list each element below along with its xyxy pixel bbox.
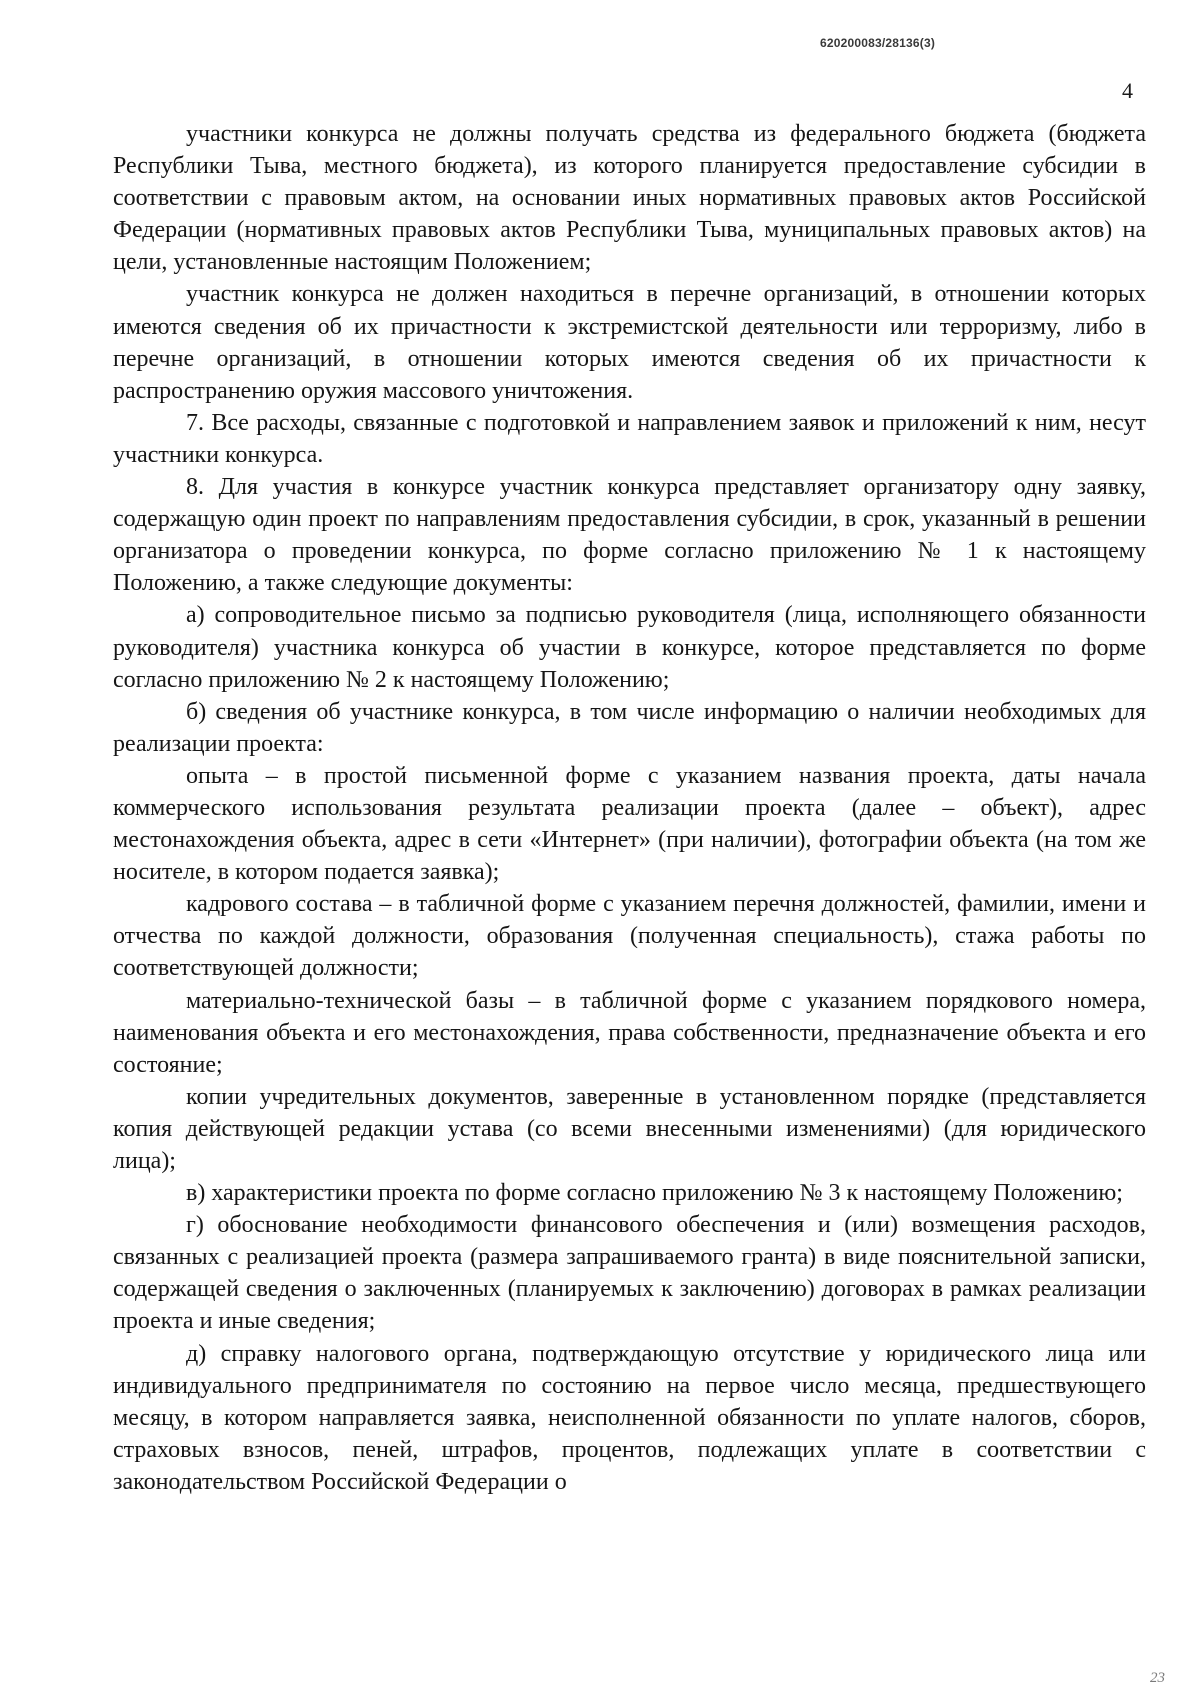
- corner-mark: 23: [1150, 1670, 1165, 1686]
- paragraph-founding-documents: копии учредительных документов, заверенные в установленном порядке (представляется копия действующей редакции устава (со всеми внесенными изменениями) (для юридического лица);: [113, 1083, 1146, 1174]
- paragraph-8g-justification: г) обоснование необходимости финансового обеспечения и (или) возмещения расходов, связанных с реализацией проекта (размера запрашиваемого гранта) в виде пояснительной записки, содержащей сведения о заключенных (планируемых к заключению) договорах в рамках реализации проекта и иные сведения;: [113, 1212, 1146, 1335]
- paragraph-staff: кадрового состава – в табличной форме с указанием перечня должностей, фамилии, имени и отчества по каждой должности, образования (полученная специальность), стажа работы по соответствующей должности;: [113, 891, 1146, 982]
- paragraph-8-application: 8. Для участия в конкурсе участник конкурса представляет организатору одну заявку, содержащую один проект по направлениям предоставления субсидии, в срок, указанный в решении организатора о проведении конкурса, по форме согласно приложению № 1 к настоящему Положению, а также следующие документы:: [113, 474, 1146, 597]
- paragraph-8b-participant-info: б) сведения об участнике конкурса, в том числе информацию о наличии необходимых для реализации проекта:: [113, 698, 1146, 757]
- paragraph-no-extremism-list: участник конкурса не должен находиться в перечне организаций, в отношении которых имеются сведения об их причастности к экстремистской деятельности или терроризму, либо в перечне организаций, в отношении которых имеются сведения об их причастности к распространению оружия массового уничтожения.: [113, 281, 1146, 404]
- paragraph-8d-tax-certificate: д) справку налогового органа, подтверждающую отсутствие у юридического лица или индивидуального предпринимателя по состоянию на первое число месяца, предшествующего месяцу, в котором направляется заявка, неисполненной обязанности по уплате налогов, сборов, страховых взносов, пеней, штрафов, процентов, подлежащих уплате в соответствии с законодательством Российской Федерации о: [113, 1340, 1146, 1495]
- paragraph-8a-cover-letter: а) сопроводительное письмо за подписью руководителя (лица, исполняющего обязанности руководителя) участника конкурса об участии в конкурсе, которое представляется по форме согласно приложению № 2 к настоящему Положению;: [113, 602, 1146, 693]
- paragraph-no-federal-funds: участники конкурса не должны получать средства из федерального бюджета (бюджета Республики Тыва, местного бюджета), из которого планируется предоставление субсидии в соответствии с правовым актом, на основании иных нормативных правовых актов Российской Федерации (нормативных правовых актов Республики Тыва, муниципальных правовых актов) на цели, установленные настоящим Положением;: [113, 121, 1146, 276]
- paragraph-material-base: материально-технической базы – в табличной форме с указанием порядкового номера, наименования объекта и его местонахождения, права собственности, предназначение объекта и его состояние;: [113, 987, 1146, 1078]
- document-body: [113, 118, 1146, 1498]
- paragraph-experience: опыта – в простой письменной форме с указанием названия проекта, даты начала коммерческого использования результата реализации проекта (далее – объект), адрес местонахождения объекта, адрес в сети «Интернет» (при наличии), фотографии объекта (на том же носителе, в котором подается заявка);: [113, 762, 1146, 886]
- page-number: 4: [1122, 78, 1133, 103]
- document-id: 620200083/28136(3): [820, 36, 936, 50]
- paragraph-8v-project-characteristics: в) характеристики проекта по форме согласно приложению № 3 к настоящему Положению;: [186, 1180, 1123, 1207]
- paragraph-7-expenses: 7. Все расходы, связанные с подготовкой и направлением заявок и приложений к ним, несут участники конкурса.: [113, 409, 1146, 468]
